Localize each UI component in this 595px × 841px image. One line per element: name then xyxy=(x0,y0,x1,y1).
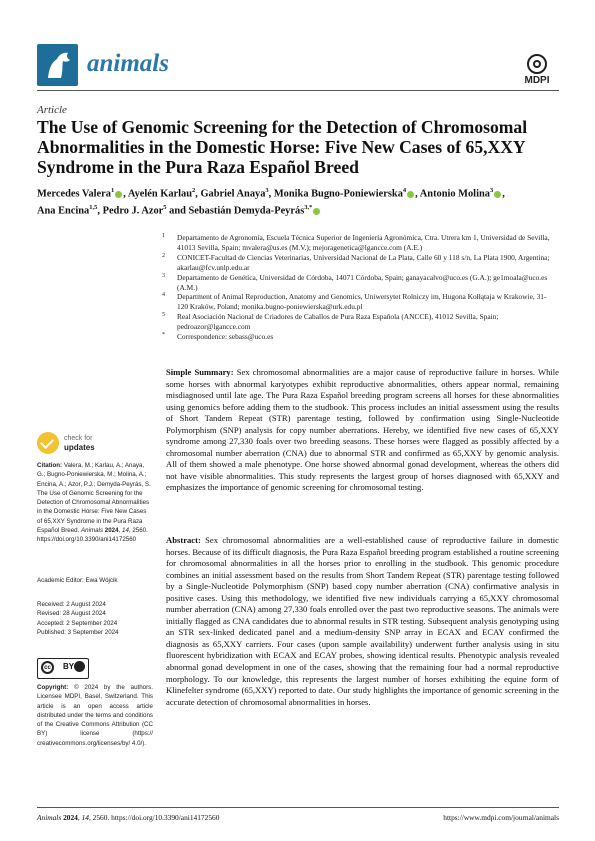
affiliation-number: * xyxy=(162,332,165,339)
author-separator: , xyxy=(502,188,505,200)
author-name: Ana Encina xyxy=(37,205,90,217)
footer-journal-url[interactable]: https://www.mdpi.com/journal/animals xyxy=(443,813,559,822)
accepted-date: Accepted: 2 September 2024 xyxy=(37,619,118,627)
dates-block xyxy=(37,600,153,637)
affiliation-item xyxy=(162,273,557,293)
simple-summary-text: Sex chromosomal abnormalities are a major cause of reproductive failure in horses. While some horses with abnormal karyotypes exhibit reproductive abnormalities, others appear normal, remaining misdiagnosed until late age. The Pura Raza Español breeding program screens all horses for these abnormalities using genomics before adding them to the studbook. This process includes an initial assessment using the results of Short Tandem Repeat (STR) parentage testing, followed by confirmation using Single-Nucleotide Polymorphism (SNP) analysis for copy number aberrations. Hereby, we identified five new cases of 65,XXY syndrome among 27,330 foals over two breeding seasons. These horses were flagged as possibly affected by a chromosomal number aberration (CNA) due to abnormal STR and confirmed as 65,XXY by genomic analysis. All of them showed a male phenotype. One horse showed abnormal gonad development, whereas the others did not have visible abnormalities. This study represents the largest group of horses diagnosed with 65,XXY and emphasizes the importance of genomic screening for chromosomal testing. xyxy=(166,367,560,493)
affiliation-item xyxy=(162,332,557,342)
author-separator: , xyxy=(195,188,201,200)
citation-volume: 14 xyxy=(122,527,129,535)
author-affiliation-mark: 1,5 xyxy=(89,204,98,212)
affiliation-text: Departamento de Genética, Universidad de Córdoba, 14071 Córdoba, Spain; ganayacalvo@uco.es (G.A.); ge1moala@uco.es (A.M.) xyxy=(177,272,548,292)
affiliation-item xyxy=(162,233,557,253)
journal-logo xyxy=(37,44,78,86)
copyright-block xyxy=(37,683,153,748)
affiliation-item xyxy=(162,253,557,273)
check-updates-line1: check for xyxy=(64,435,93,442)
simple-summary xyxy=(166,367,559,494)
copyright-text: © 2024 by the authors. Licensee MDPI, Basel, Switzerland. This article is an open access article distributed under the terms and conditions of the Creative Commons Attribution (CC BY) license (https:// creativecommons.org/licenses/by/ 4.0/). xyxy=(37,684,153,747)
academic-editor: Academic Editor: Ewa Wójcik xyxy=(37,577,118,584)
copyright-label: Copyright: xyxy=(37,684,69,691)
footer-citation: Animals 2024, 14, 2560. https://doi.org/10.3390/ani14172560 xyxy=(37,813,220,822)
affiliation-item xyxy=(162,312,557,332)
published-date: Published: 3 September 2024 xyxy=(37,628,119,636)
header-rule xyxy=(37,90,559,91)
author-name: Ayelén Karlau xyxy=(127,188,193,200)
abstract-label: Abstract: xyxy=(166,535,201,545)
cc-by-license-badge[interactable] xyxy=(37,658,89,679)
creative-commons-icon: cc xyxy=(41,661,54,674)
journal-header xyxy=(37,44,559,86)
affiliation-number: 5 xyxy=(162,312,165,319)
revised-date: Revised: 28 August 2024 xyxy=(37,610,106,618)
citation-block: Citation: Valera, M.; Karlau, A.; Anaya, G.; Bugno-Poniewierska, M.; Molina, A.; Encina, A.; Azor, P.J.; Demyda-Peyrás, S. The Use of Genomic Screening for the Detection of Chromosomal Abnormalities in the Domestic Horse: Five New Cases of 65,XXY Syndrome in the Pura Raza Español Breed. Animals 2024, 14, 2560. https://doi.org/10.3390/ani14172560 xyxy=(37,462,151,544)
author-affiliation-mark: 3 xyxy=(265,187,269,194)
citation-doi[interactable]: , 2560. https://doi.org/10.3390/ani14172560 xyxy=(37,527,148,544)
author-affiliation-mark: 1 xyxy=(110,187,115,194)
author-separator: and xyxy=(166,205,189,217)
orcid-icon[interactable] xyxy=(115,191,122,198)
article-type: Article xyxy=(37,104,67,116)
publisher-name: MDPI xyxy=(524,75,550,86)
author-name: Monika Bugno-Poniewierska xyxy=(273,188,403,200)
affiliation-number: 4 xyxy=(162,292,165,299)
orcid-icon[interactable] xyxy=(313,208,320,215)
check-updates-icon xyxy=(37,432,59,454)
orcid-icon[interactable] xyxy=(407,191,414,198)
footer-journal: Animals xyxy=(37,813,62,822)
author-affiliation-mark: 5 xyxy=(163,204,167,212)
author-separator: , xyxy=(415,188,420,200)
simple-summary-label: Simple Summary: xyxy=(166,367,234,377)
author-name: Pedro J. Azor xyxy=(102,205,164,217)
author-name: Sebastián Demyda-Peyrás xyxy=(188,205,305,217)
article-title: The Use of Genomic Screening for the Detection of Chromosomal Abnormalities in the Domestic Horse: Five New Cases of 65,XXY Syndrome in the Pura Raza Español Breed xyxy=(37,117,528,177)
publisher-logo xyxy=(515,54,559,86)
abstract-text: Sex chromosomal abnormalities are a well-established cause of reproductive failure in domestic horses. Because of its difficult diagnosis, the Pura Raza Español breeding program established a routine screening for chromosomal abnormalities in all the horses prior to enrolling in the studbook. This genomic procedure combines an initial assessment based on the results from Short Tandem Repeat (STR) parentage testing followed by a Single-Nucleotide Polymorphism (SNP) based copy number aberration (CNA) confirmative analysis in positive cases. Using this methodology, we identified five new individuals carrying a 65,XXY chromosomal number aberration (CNA) among 27,330 foals enrolled over the past two reproductive seasons. The animals were initially flagged as CNA candidates due to abnormal results in STR testing. Subsequent analysis genotyping using an STR sex-linked dedicated panel and a medium-density SNP array in ECAX and ECAY confirmed the diagnosis as 65,XXY carriers. Four cases (upon sample availability) underwent further analysis using in situ fluorescent hybridization with ECAX and ECAY probes, showing identical results. Phenotypic analysis revealed abnormal gonad development in one of the cases, showing that the remaining four had a normal reproductive morphology. To our knowledge, this represents the largest number of horses exhibiting the equine form of Klinefelter syndrome (65,XXY) reported to date. Our study highlights the importance of genomic screening in the accurate detection of chromosomal abnormalities in horses. xyxy=(166,535,559,707)
author-name: Antonio Molina xyxy=(419,188,490,200)
journal-name: animals xyxy=(87,50,169,77)
affiliation-number: 1 xyxy=(162,233,165,239)
affiliation-number: 2 xyxy=(162,252,165,259)
check-updates-line2: updates xyxy=(64,443,95,452)
footer-doi[interactable]: , 2560. https://doi.org/10.3390/ani14172560 xyxy=(88,813,220,822)
footer-volume: 14 xyxy=(81,813,89,822)
attribution-icon xyxy=(74,661,85,672)
author-list xyxy=(37,184,559,219)
citation-text: Valera, M.; Karlau, A.; Anaya, G.; Bugno-Poniewierska, M.; Molina, A.; Encina, A.; Azor, P.J.; Demyda-Peyrás, S. The Use of Genomic Screening for the Detection of Chromosomal Abnormalities in the Domestic Horse: Five New Cases of 65,XXY Syndrome in the Pura Raza Español Breed. xyxy=(37,462,151,535)
affiliation-text: Departamento de Agronomía, Escuela Técnica Superior de Ingeniería Agronómica, Ctra. Utrera km 1, Universidad de Sevilla, 41013 Sevilla, Spain; mvalera@us.es (M.V.); mejoragenetica@lgancce.com (A.E.) xyxy=(177,233,550,252)
affiliation-text: Real Asociación Nacional de Criadores de Caballos de Pura Raza Española (ANCCE), 41012 Sevilla, Spain; pedroazor@lgancce.com xyxy=(177,312,499,332)
received-date: Received: 2 August 2024 xyxy=(37,601,106,608)
citation-label: Citation: xyxy=(37,462,63,469)
affiliation-number: 3 xyxy=(162,272,165,279)
footer-rule xyxy=(37,807,559,808)
author-affiliation-mark: 2 xyxy=(192,187,196,194)
citation-journal: Animals xyxy=(81,527,104,535)
author-separator: , xyxy=(268,188,274,200)
affiliation-text: Department of Animal Reproduction, Anatomy and Genomics, Uniwersytet Rolniczy im, Hugona Kołłątaja w Krakowie, 31-120 Kraków, Poland; monika.bugno-poniewierska@urk.edu.pl xyxy=(177,292,547,312)
author-name: Mercedes Valera xyxy=(37,188,111,200)
affiliation-text: Correspondence: sebass@uco.es xyxy=(177,332,274,342)
author-affiliation-mark: 4 xyxy=(402,187,407,194)
footer-year: 2024 xyxy=(63,813,78,822)
author-name: Gabriel Anaya xyxy=(200,188,266,200)
mdpi-icon xyxy=(527,54,547,74)
author-separator: , xyxy=(123,188,128,200)
affiliation-item xyxy=(162,292,557,312)
author-affiliation-mark: 3 xyxy=(489,187,494,194)
orcid-icon[interactable] xyxy=(494,191,501,198)
abstract xyxy=(166,535,559,708)
affiliations xyxy=(162,233,557,342)
cc-by-text: BY xyxy=(63,662,75,671)
citation-year: 2024 xyxy=(104,527,119,535)
affiliation-text: CONICET-Facultad de Ciencias Veterinarias, Universidad Nacional de La Plata, Calle 60 y 118 s/n, La Plata 1900, Argentina; akarlau@fcv.unlp.edu.ar xyxy=(177,252,550,272)
author-affiliation-mark: 3,* xyxy=(304,204,313,212)
check-for-updates-button[interactable] xyxy=(37,432,107,456)
horse-logo-icon xyxy=(41,49,74,81)
author-separator: , xyxy=(97,205,103,217)
